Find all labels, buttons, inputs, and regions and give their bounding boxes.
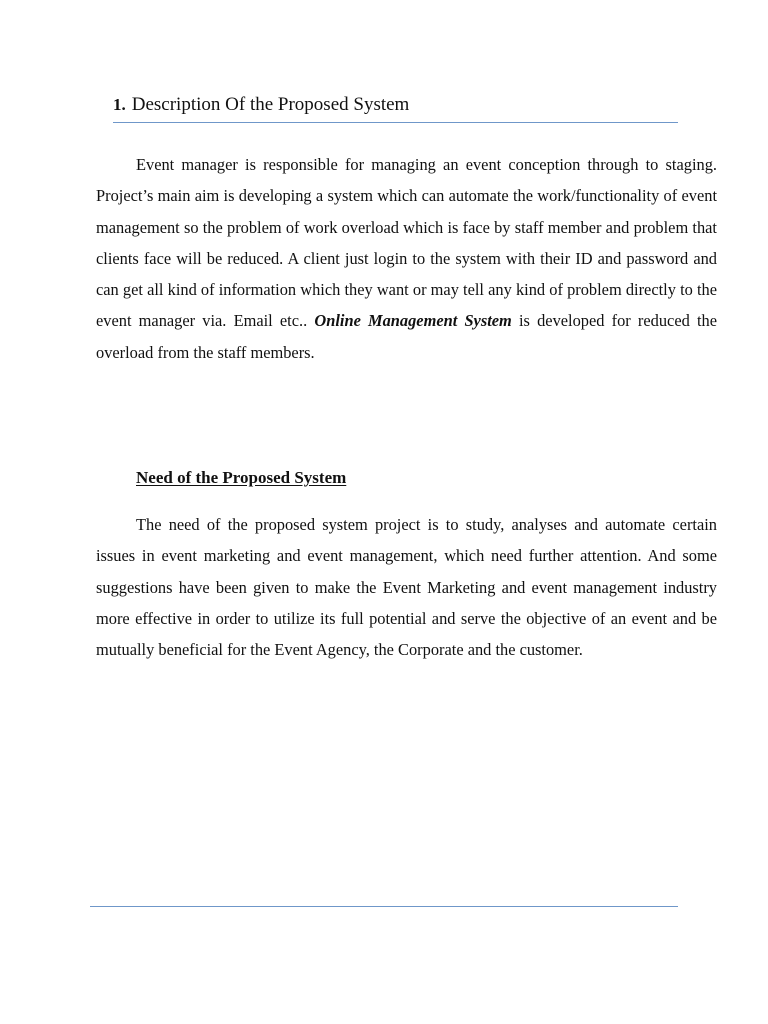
section-heading-need: Need of the Proposed System: [136, 468, 347, 487]
section-number: 1.: [113, 95, 126, 114]
online-management-system-emphasis: Online Management System: [314, 311, 512, 331]
description-text-part1: Event manager is responsible for managing an event conception through to staging. Project’s main aim is developing a system which can automate the work/functionality of event management so the problem of work overload which is face by staff member and problem that clients face will be reduced. A client just login to the system with their ID and password and can get all kind of information which they want or may tell any kind of problem directly to the event manager via. Email etc..: [96, 155, 717, 331]
section-title-description: Description Of the Proposed System: [131, 94, 410, 115]
description-paragraph: [96, 149, 717, 368]
description-text-part2: is developed for reduced the overload from the staff members.: [96, 311, 717, 362]
need-paragraph: The need of the proposed system project is to study, analyses and automate certain issues in event marketing and event management, which need further attention. And some suggestions have been given to make the Event Marketing and event management industry more effective in order to utilize its full potential and serve the objective of an event and be mutually beneficial for the Event Agency, the Corporate and the customer.: [96, 515, 717, 660]
heading-rule: [113, 122, 678, 123]
footer-rule: [90, 906, 678, 907]
section-heading-description: [113, 93, 409, 117]
